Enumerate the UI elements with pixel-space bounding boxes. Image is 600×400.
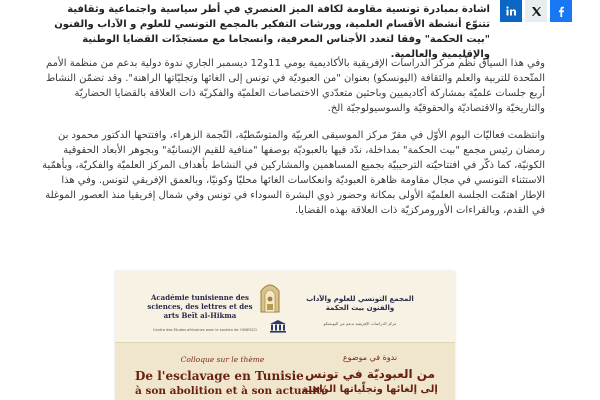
x-icon [531,6,542,17]
share-bar [500,0,572,22]
poster-title-fr-line2: à son abolition et à son actualité [135,385,328,397]
linkedin-icon [506,6,516,16]
poster-institution-fr: Académie tunisienne des sciences, des lettres et des arts Beït al-Hikma [147,293,253,320]
poster-institution-ar: المجمع التونسي للعلوم والآداب والفنون بيت الحكمة [306,295,414,312]
article-intro: اشادة بمبادرة تونسية مقاومة لكافة الميز العنصري في أطر سياسية واجتماعية وثقافية تتنوّع أنشطة الأقسام العلمية، وورشات التفكير بالمجمع التونسي للعلوم و الآداب والفنون "بيت الحكمة" وفقا لتعدد الأجناس المعرفية، وانسجاما مع مستجدّات القضايا الوطنية والإقليمية والعالمية. [54,4,490,60]
poster-title-ar-line2: إلى إلغائها وتجلّياتها الراهنة [302,384,438,395]
unesco-logo-icon [269,319,287,333]
beit-al-hikma-emblem-icon [258,279,282,313]
article-paragraph: وانتظمت فعاليّات اليوم الأوّل في مقرّ مركز الموسيقى العربيّة والمتوسّطيّة، النّجمة الزهراء، وافتتحها الدكتور محمود بن رمضان رئيس مجمع "بيت الحكمة" بمداخلة، ندّد فيها بالعبوديّة بوصفها "منافية للقيم الإنسانيّة" وبجوهر الأبعاد الحقوقية الكونيّة، كما ذكّر في افتتاحيّته الترحيبيّة بجميع المساهمين والمشاركين في النشاط بأهداف المركز العلميّة والفكريّة، وبأهمّية الاستثناء التونسي في مجال مقاومة ظاهرة العبوديّة وانعكاسات الغائها محليّا وكونيّا، وبالعمق الإفريقي لتونس. وفي هذا الإطار اهتمّت الجلسة العلميّة الأولى بمكانة وحضور ذوي البشرة السوداء في تونس وفي شمال إفريقيا منذ العصور الموغلة في القدم، وبالقراءات الأورومركزيّة ذات العلاقة بهذه القضايا. [42,130,545,216]
poster-title-ar-line1: من العبوديّة في تونس [304,367,435,381]
poster-center-fr: Centre des Études africaines avec le soutien de l'UNESCO [153,328,257,332]
poster-colloque-label-ar: ندوة في موضوع [342,353,398,362]
poster-title-fr-line1: De l'esclavage en Tunisie [135,369,304,383]
facebook-share-button[interactable] [550,0,572,22]
x-share-button[interactable] [525,0,547,22]
poster-center-ar: مركز الدراسات الإفريقية بدعم من اليونسكو [323,321,397,326]
poster-header [115,271,455,343]
article-paragraph: وفي هذا السياق نظّم مركز الدراسات الإفريقية بالأكاديمية يومي 11و12 ديسمبر الجاري ندوة دولية بدعم من منظمة الأمم المتّحدة للتربية والعلم والثقافة (اليونسكو) بعنوان "من العبوديّة في تونس إلى الغائها وتجليّاتها الراهنة". وقد تضمّن النشاط أربع جلسات علميّة بمشاركة أكاديميين وباحثين متعدّدي الاختصاصات العلميّة والفكريّة ذات العلاقة بالقضايا الحضاريّة والتاريخيّة والاقتصاديّة والحقوقيّة والسوسيولوجيّة الخ. [45,58,545,114]
linkedin-share-button[interactable] [500,0,522,22]
colloquium-poster [115,271,455,400]
facebook-icon [557,6,565,17]
poster-colloque-label: Colloque sur le thème [180,355,265,364]
